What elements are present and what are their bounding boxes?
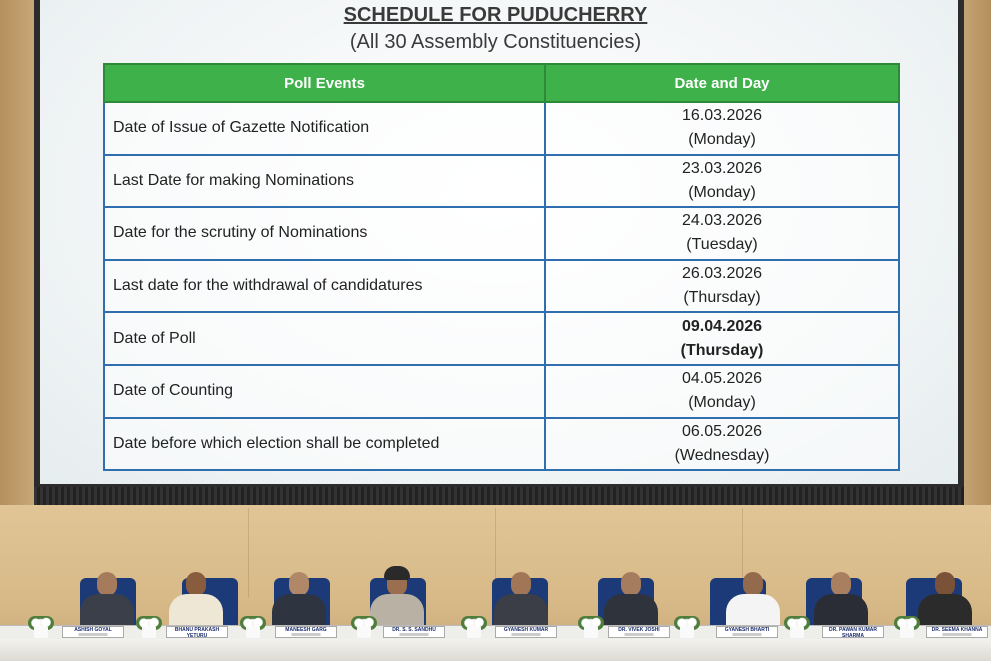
event-cell: Date before which election shall be completed bbox=[104, 418, 545, 471]
flower-pot bbox=[790, 626, 804, 638]
wall-panel-seam bbox=[248, 508, 249, 598]
event-cell: Last Date for making Nominations bbox=[104, 155, 545, 208]
date-value: 24.03.2026 bbox=[681, 212, 763, 230]
panelist-head bbox=[97, 572, 117, 596]
nameplate-text: DR. PAWAN KUMAR SHARMA bbox=[829, 627, 877, 638]
nameplate-text: ASHISH GOYAL bbox=[74, 627, 112, 633]
schedule-subtitle: (All 30 Assembly Constituencies) bbox=[349, 31, 642, 53]
table-header-row bbox=[104, 64, 899, 102]
panelist-shirt bbox=[726, 594, 780, 628]
table-row bbox=[104, 155, 899, 208]
event-cell: Date of Poll bbox=[104, 312, 545, 365]
flower-pot bbox=[357, 626, 371, 638]
day-value: (Monday) bbox=[688, 394, 756, 412]
panelist bbox=[600, 572, 662, 628]
table-row bbox=[104, 102, 899, 155]
flower-pot bbox=[584, 626, 598, 638]
panelist bbox=[490, 572, 552, 628]
flower-arrangement bbox=[892, 614, 922, 636]
nameplate-text: DR. S. S. SANDHU bbox=[392, 627, 436, 633]
date-value: 04.05.2026 bbox=[681, 370, 763, 388]
header-date-and-day: Date and Day bbox=[545, 64, 899, 102]
panelist-suit bbox=[814, 594, 868, 628]
flower-arrangement bbox=[26, 614, 56, 636]
panelist-head bbox=[387, 572, 407, 596]
nameplate bbox=[608, 626, 670, 638]
table-row bbox=[104, 418, 899, 471]
event-cell: Date for the scrutiny of Nominations bbox=[104, 207, 545, 260]
panelist-suit bbox=[604, 594, 658, 628]
header-poll-events: Poll Events bbox=[104, 64, 545, 102]
panelist bbox=[76, 572, 138, 628]
event-cell: Date of Issue of Gazette Notification bbox=[104, 102, 545, 155]
day-value: (Monday) bbox=[688, 131, 756, 149]
panelist-head bbox=[186, 572, 206, 596]
dais-front bbox=[0, 639, 991, 661]
date-cell bbox=[545, 418, 899, 471]
panelist bbox=[268, 572, 330, 628]
screen-bottom-strip bbox=[34, 487, 964, 505]
date-value: 16.03.2026 bbox=[681, 107, 763, 125]
date-cell bbox=[545, 312, 899, 365]
panelist-suit bbox=[80, 594, 134, 628]
flower-arrangement bbox=[672, 614, 702, 636]
nameplate bbox=[716, 626, 778, 638]
nameplate bbox=[383, 626, 445, 638]
flower-arrangement bbox=[576, 614, 606, 636]
day-value: (Thursday) bbox=[680, 341, 764, 359]
panelist-suit bbox=[494, 594, 548, 628]
flower-arrangement bbox=[238, 614, 268, 636]
day-value: (Thursday) bbox=[683, 289, 761, 307]
panelist-head bbox=[511, 572, 531, 596]
flower-pot bbox=[142, 626, 156, 638]
panelist bbox=[722, 572, 784, 628]
nameplate-text: DR. SEEMA KHANNA bbox=[931, 627, 983, 633]
day-value: (Wednesday) bbox=[674, 446, 770, 464]
panelist-head bbox=[935, 572, 955, 596]
nameplate-text: MANEESH GARG bbox=[285, 627, 327, 633]
date-cell bbox=[545, 207, 899, 260]
flower-arrangement bbox=[134, 614, 164, 636]
panelist bbox=[165, 572, 227, 628]
table-row bbox=[104, 207, 899, 260]
schedule-table bbox=[103, 63, 900, 471]
panelist bbox=[810, 572, 872, 628]
nameplate-text: GYANESH KUMAR bbox=[503, 627, 549, 633]
flower-pot bbox=[900, 626, 914, 638]
panelist-attire bbox=[918, 594, 972, 628]
panelist-head bbox=[621, 572, 641, 596]
nameplate bbox=[926, 626, 988, 638]
panelist-kurta bbox=[169, 594, 223, 628]
day-value: (Tuesday) bbox=[686, 236, 758, 254]
date-value: 06.05.2026 bbox=[681, 422, 763, 440]
date-value: 09.04.2026 bbox=[681, 317, 763, 335]
table-row bbox=[104, 260, 899, 313]
table-row-poll-date bbox=[104, 312, 899, 365]
date-cell bbox=[545, 155, 899, 208]
flower-arrangement bbox=[782, 614, 812, 636]
event-cell: Date of Counting bbox=[104, 365, 545, 418]
panelist-head bbox=[743, 572, 763, 596]
nameplate-text: BHANU PRAKASH YETURU bbox=[174, 627, 220, 638]
nameplate-text: DR. VIVEK JOSHI bbox=[618, 627, 660, 633]
flower-pot bbox=[680, 626, 694, 638]
panelist bbox=[914, 572, 976, 628]
date-cell bbox=[545, 365, 899, 418]
panelist-head bbox=[289, 572, 309, 596]
flower-pot bbox=[467, 626, 481, 638]
date-cell bbox=[545, 260, 899, 313]
nameplate bbox=[275, 626, 337, 638]
event-cell: Last date for the withdrawal of candidatures bbox=[104, 260, 545, 313]
flower-arrangement bbox=[349, 614, 379, 636]
date-value: 23.03.2026 bbox=[681, 159, 763, 177]
nameplate-text: GYANESH BHARTI bbox=[724, 627, 770, 633]
nameplate bbox=[62, 626, 124, 638]
table-row bbox=[104, 365, 899, 418]
flower-pot bbox=[34, 626, 48, 638]
date-cell bbox=[545, 102, 899, 155]
schedule-title: SCHEDULE FOR PUDUCHERRY bbox=[343, 4, 648, 26]
nameplate bbox=[822, 626, 884, 638]
panelist-head bbox=[831, 572, 851, 596]
nameplate bbox=[495, 626, 557, 638]
flower-pot bbox=[246, 626, 260, 638]
day-value: (Monday) bbox=[688, 183, 756, 201]
date-value: 26.03.2026 bbox=[681, 265, 763, 283]
panelist-suit bbox=[272, 594, 326, 628]
nameplate bbox=[166, 626, 228, 638]
flower-arrangement bbox=[459, 614, 489, 636]
